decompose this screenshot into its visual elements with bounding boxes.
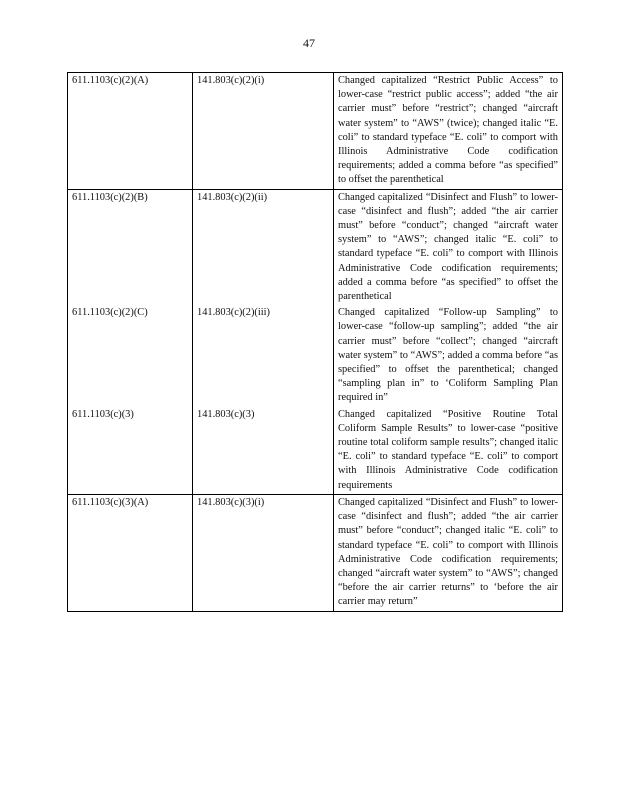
- illinois-section-cell: 611.1103(c)(3): [68, 407, 193, 495]
- federal-section-cell: 141.803(c)(2)(iii): [193, 305, 334, 406]
- table-row: [68, 407, 563, 495]
- table-row: [68, 73, 563, 190]
- table-row: [68, 305, 563, 406]
- table-row: [68, 494, 563, 611]
- cross-reference-table: [67, 72, 563, 612]
- illinois-section-cell: 611.1103(c)(2)(B): [68, 189, 193, 305]
- page-number: 47: [303, 36, 315, 50]
- federal-section-cell: 141.803(c)(2)(ii): [193, 189, 334, 305]
- change-description-cell: Changed capitalized “Disinfect and Flush” to lower-case “disinfect and flush”; added “the air carrier must” before “conduct”; changed italic “E. coli” to standard typeface “E. coli” to comport with Illinois Administrative Code codification requirements; changed “aircraft water system” to “AWS”; changed “before the air carrier returns” to ‘before the air carrier may return”: [334, 494, 563, 611]
- federal-section-cell: 141.803(c)(2)(i): [193, 73, 334, 190]
- change-description-cell: Changed capitalized “Disinfect and Flush” to lower-case “disinfect and flush”; added “the air carrier must” before “conduct”; changed “aircraft water system” to “AWS”; changed italic “E. coli” to standard typeface “E. coli” to comport with Illinois Administrative Code codification requirements; added a comma before “as specified” to offset the parenthetical: [334, 189, 563, 305]
- federal-section-cell: 141.803(c)(3): [193, 407, 334, 495]
- illinois-section-cell: 611.1103(c)(3)(A): [68, 494, 193, 611]
- illinois-section-cell: 611.1103(c)(2)(A): [68, 73, 193, 190]
- illinois-section-cell: 611.1103(c)(2)(C): [68, 305, 193, 406]
- table-row: [68, 189, 563, 305]
- change-description-cell: Changed capitalized “Restrict Public Access” to lower-case “restrict public access”; added “the air carrier must” before “restrict”; changed “aircraft water system” to “AWS” (twice); changed italic “E. coli” to standard typeface “E. coli” to comport with Illinois Administrative Code codification requirements; added a comma before “as specified” to offset the parenthetical: [334, 73, 563, 190]
- federal-section-cell: 141.803(c)(3)(i): [193, 494, 334, 611]
- change-description-cell: Changed capitalized “Follow-up Sampling” to lower-case “follow-up sampling”; added “the air carrier must” before “collect”; changed “aircraft water system” to “AWS”; added a comma before “as specified” to offset the parenthetical; changed “sampling plan in” to ‘Coliform Sampling Plan required in”: [334, 305, 563, 406]
- change-description-cell: Changed capitalized “Positive Routine Total Coliform Sample Results” to lower-case “positive routine total coliform sample results”; changed italic “E. coli” to standard typeface “E. coli” to comport with Illinois Administrative Code codification requirements: [334, 407, 563, 495]
